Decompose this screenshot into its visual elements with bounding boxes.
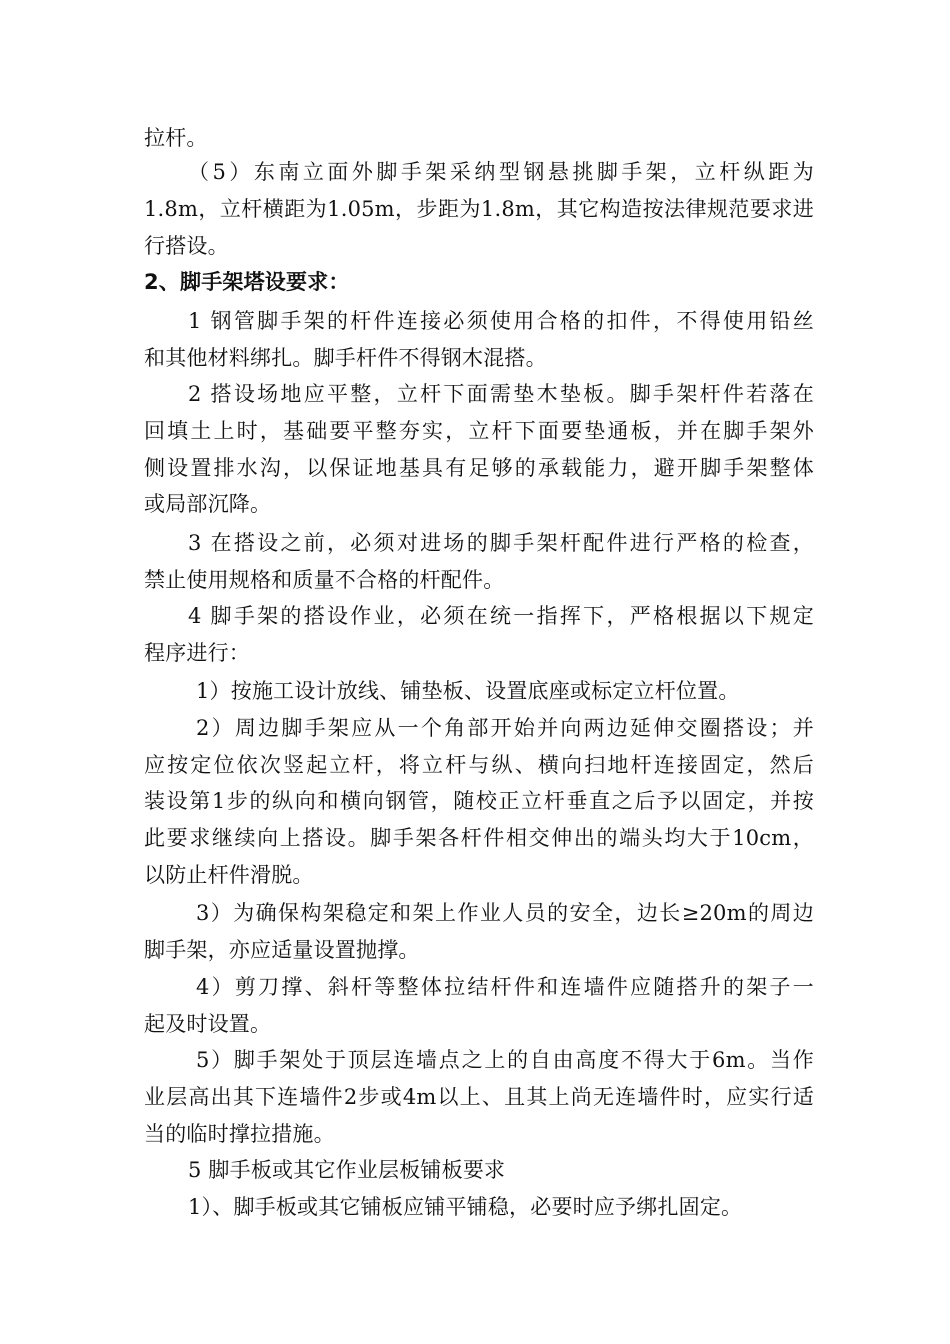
text-line: 业层高出其下连墙件2步或4m以上、且其上尚无连墙件时，应实行适 xyxy=(144,1085,814,1109)
text-line: 此要求继续向上搭设。脚手架各杆件相交伸出的端头均大于10cm， xyxy=(144,826,814,850)
text-line: 1）、脚手板或其它铺板应铺平铺稳，必要时应予绑扎固定。 xyxy=(188,1195,743,1219)
text-line: （5）东南立面外脚手架采纳型钢悬挑脚手架，立杆纵距为 xyxy=(188,160,814,184)
text-line: 5）脚手架处于顶层连墙点之上的自由高度不得大于6m。当作 xyxy=(196,1048,814,1072)
text-line: 3 在搭设之前，必须对进场的脚手架杆配件进行严格的检查， xyxy=(188,531,814,555)
text-line: 3）为确保构架稳定和架上作业人员的安全，边长≥20m的周边 xyxy=(196,901,814,925)
text-line: 1）按施工设计放线、铺垫板、设置底座或标定立杆位置。 xyxy=(196,679,740,703)
section-heading: 2、脚手架塔设要求： xyxy=(144,270,350,294)
text-line: 4）剪刀撑、斜杆等整体拉结杆件和连墙件应随搭升的架子一 xyxy=(196,975,814,999)
text-line: 1.8m，立杆横距为1.05m，步距为1.8m，其它构造按法律规范要求进 xyxy=(144,197,814,221)
text-line: 或局部沉降。 xyxy=(144,492,272,516)
text-line: 侧设置排水沟，以保证地基具有足够的承载能力，避开脚手架整体 xyxy=(144,456,814,480)
text-line: 当的临时撑拉措施。 xyxy=(144,1122,335,1146)
text-line: 起及时设置。 xyxy=(144,1012,272,1036)
text-line: 拉杆。 xyxy=(144,126,208,150)
text-line: 回填土上时，基础要平整夯实，立杆下面要垫通板，并在脚手架外 xyxy=(144,419,814,443)
text-line: 2）周边脚手架应从一个角部开始并向两边延伸交圈搭设；并 xyxy=(196,716,814,740)
text-line: 2 搭设场地应平整，立杆下面需垫木垫板。脚手架杆件若落在 xyxy=(188,382,814,406)
text-line: 1 钢管脚手架的杆件连接必须使用合格的扣件，不得使用铅丝 xyxy=(188,309,814,333)
text-line: 行搭设。 xyxy=(144,234,229,258)
text-line: 禁止使用规格和质量不合格的杆配件。 xyxy=(144,568,505,592)
text-line: 以防止杆件滑脱。 xyxy=(144,863,314,887)
text-line: 应按定位依次竖起立杆，将立杆与纵、横向扫地杆连接固定，然后 xyxy=(144,753,814,777)
text-line: 4 脚手架的搭设作业，必须在统一指挥下，严格根据以下规定 xyxy=(188,604,814,628)
text-line: 脚手架，亦应适量设置抛撑。 xyxy=(144,938,420,962)
text-line: 程序进行： xyxy=(144,641,250,665)
text-line: 5 脚手板或其它作业层板铺板要求 xyxy=(188,1158,506,1182)
text-line: 和其他材料绑扎。脚手杆件不得钢木混搭。 xyxy=(144,346,547,370)
text-line: 装设第1步的纵向和横向钢管，随校正立杆垂直之后予以固定，并按 xyxy=(144,789,814,813)
